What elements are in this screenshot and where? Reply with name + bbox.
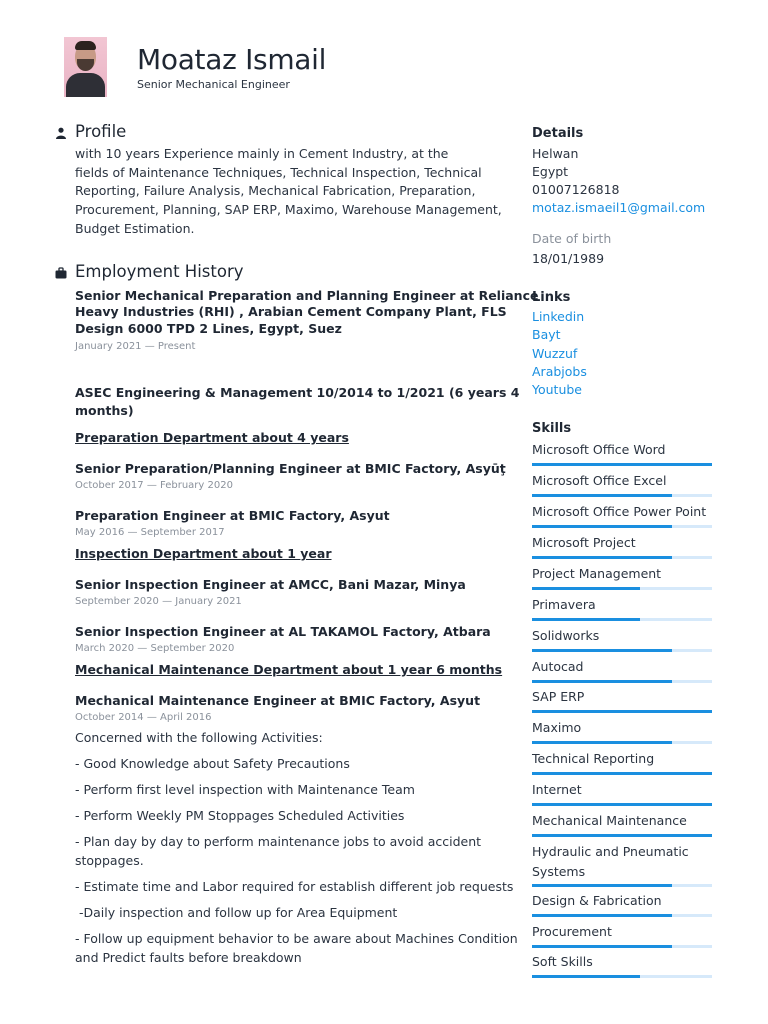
briefcase-icon [55, 267, 67, 279]
company-title: ASEC Engineering & Management 10/2014 to 1/2021 (6 years 4 [75, 385, 520, 400]
skill-item [532, 533, 714, 559]
job-dates: September 2020 — January 2021 [75, 596, 242, 607]
skill-level-fill [532, 884, 672, 887]
skill-level-bar [532, 680, 712, 683]
skill-label: Mechanical Maintenance [532, 813, 687, 828]
profile-line: Procurement, Planning, SAP ERP, Maximo, Warehouse Management, [75, 202, 502, 217]
skill-level-fill [532, 914, 672, 917]
link-wuzzuf[interactable]: Wuzzuf [532, 346, 578, 361]
profile-line: with 10 years Experience mainly in Cement Industry, at the [75, 146, 449, 161]
skill-label: Microsoft Office Excel [532, 473, 667, 488]
skill-label: Microsoft Office Word [532, 442, 666, 457]
skill-level-bar [532, 556, 712, 559]
dob-label: Date of birth [532, 231, 612, 246]
skill-label: Soft Skills [532, 954, 593, 969]
link-arabjobs[interactable]: Arabjobs [532, 364, 587, 379]
skill-item [532, 811, 714, 837]
link-linkedin[interactable]: Linkedin [532, 309, 585, 324]
skill-item [532, 595, 714, 621]
skill-item [532, 718, 714, 744]
skill-level-bar [532, 741, 712, 744]
job-dates: October 2014 — April 2016 [75, 712, 212, 723]
skill-level-fill [532, 772, 712, 775]
skill-item [532, 471, 714, 497]
job-title: Senior Mechanical Preparation and Planning Engineer at Reliance [75, 288, 539, 303]
skill-item [532, 626, 714, 652]
link-youtube[interactable]: Youtube [532, 382, 582, 397]
skill-label: Hydraulic and Pneumatic [532, 844, 689, 859]
skill-level-bar [532, 649, 712, 652]
skill-level-fill [532, 556, 672, 559]
list-item: - Perform first level inspection with Maintenance Team [75, 782, 415, 797]
skill-level-fill [532, 494, 672, 497]
job-title: Senior Inspection Engineer at AMCC, Bani Mazar, Minya [75, 577, 466, 592]
job-title: Senior Preparation/Planning Engineer at BMIC Factory, Asyūţ [75, 461, 506, 476]
job-title: Heavy Industries (RHI) , Arabian Cement Company Plant, FLS [75, 304, 507, 319]
profile-heading: Profile [75, 122, 127, 141]
links-heading: Links [532, 290, 571, 305]
employment-heading: Employment History [75, 262, 244, 281]
skill-item [532, 749, 714, 775]
skill-item [532, 502, 714, 528]
skill-item [532, 952, 714, 978]
skill-level-fill [532, 587, 640, 590]
list-item: - Follow up equipment behavior to be aware about Machines Condition [75, 931, 518, 946]
skill-level-bar [532, 587, 712, 590]
skill-level-bar [532, 945, 712, 948]
skill-level-fill [532, 834, 712, 837]
list-item: - Estimate time and Labor required for establish different job requests [75, 879, 514, 894]
details-phone: 01007126818 [532, 182, 620, 197]
profile-line: fields of Maintenance Techniques, Technical Inspection, Technical [75, 165, 482, 180]
skill-level-bar [532, 494, 712, 497]
skill-label: Autocad [532, 659, 584, 674]
skill-item [532, 922, 714, 948]
profile-photo [64, 37, 107, 97]
skill-label: Primavera [532, 597, 596, 612]
company-title: months) [75, 403, 134, 418]
skill-item [532, 687, 714, 713]
skill-level-fill [532, 741, 672, 744]
skill-level-bar [532, 884, 712, 887]
skills-heading: Skills [532, 421, 572, 436]
skill-label: SAP ERP [532, 689, 585, 704]
details-country: Egypt [532, 164, 569, 179]
job-dates: October 2017 — February 2020 [75, 480, 233, 491]
skill-level-bar [532, 463, 712, 466]
skill-label: Maximo [532, 720, 582, 735]
profile-line: Reporting, Failure Analysis, Mechanical Fabrication, Preparation, [75, 183, 476, 198]
skill-level-fill [532, 618, 640, 621]
job-dates: May 2016 — September 2017 [75, 527, 225, 538]
details-heading: Details [532, 126, 584, 141]
skill-label: Microsoft Office Power Point [532, 504, 707, 519]
job-title: Design 6000 TPD 2 Lines, Egypt, Suez [75, 321, 342, 336]
skill-level-bar [532, 618, 712, 621]
job-dates: March 2020 — September 2020 [75, 643, 235, 654]
skill-level-bar [532, 772, 712, 775]
person-icon [55, 127, 67, 139]
skill-level-bar [532, 525, 712, 528]
skill-item [532, 780, 714, 806]
department-heading: Inspection Department about 1 year [75, 546, 332, 561]
skill-level-fill [532, 680, 672, 683]
skill-level-fill [532, 525, 672, 528]
skill-label: Microsoft Project [532, 535, 636, 550]
details-city: Helwan [532, 146, 579, 161]
skill-label: Systems [532, 863, 586, 879]
skill-level-bar [532, 975, 712, 978]
activities-intro: Concerned with the following Activities: [75, 730, 323, 745]
list-item: stoppages. [75, 853, 144, 868]
skill-level-fill [532, 803, 712, 806]
profile-line: Budget Estimation. [75, 221, 195, 236]
skill-item [532, 657, 714, 683]
skill-level-fill [532, 649, 672, 652]
skill-label: Solidworks [532, 628, 600, 643]
skill-level-bar [532, 710, 712, 713]
job-title: Preparation Engineer at BMIC Factory, Asyut [75, 508, 390, 523]
job-dates: January 2021 — Present [75, 341, 196, 352]
link-bayt[interactable]: Bayt [532, 327, 561, 342]
job-title: Mechanical Maintenance Engineer at BMIC Factory, Asyut [75, 693, 481, 708]
skill-level-bar [532, 803, 712, 806]
list-item: - Perform Weekly PM Stoppages Scheduled Activities [75, 808, 405, 823]
department-heading: Preparation Department about 4 years [75, 430, 349, 445]
skill-level-bar [532, 914, 712, 917]
skill-label: Design & Fabrication [532, 893, 662, 908]
skill-level-fill [532, 945, 672, 948]
candidate-title: Senior Mechanical Engineer [137, 78, 290, 91]
skill-item [532, 564, 714, 590]
dob-value: 18/01/1989 [532, 251, 605, 266]
skill-level-fill [532, 463, 712, 466]
list-item: - Good Knowledge about Safety Precautions [75, 756, 350, 771]
skill-level-fill [532, 710, 712, 713]
department-heading: Mechanical Maintenance Department about 1 year 6 months [75, 662, 503, 677]
email-link[interactable]: motaz.ismaeil1@gmail.com [532, 200, 706, 215]
skill-item [532, 891, 714, 917]
skill-item [532, 440, 714, 466]
candidate-name: Moataz Ismail [137, 43, 327, 76]
list-item: - Plan day by day to perform maintenance jobs to avoid accident [75, 834, 482, 849]
skill-level-fill [532, 975, 640, 978]
list-item: -Daily inspection and follow up for Area Equipment [75, 905, 398, 920]
skill-label: Internet [532, 782, 582, 797]
skill-label: Procurement [532, 924, 612, 939]
list-item: and Predict faults before breakdown [75, 950, 302, 965]
skill-label: Technical Reporting [532, 751, 655, 766]
job-title: Senior Inspection Engineer at AL TAKAMOL Factory, Atbara [75, 624, 491, 639]
skill-label: Project Management [532, 566, 662, 581]
skill-level-bar [532, 834, 712, 837]
skill-item [532, 842, 714, 887]
